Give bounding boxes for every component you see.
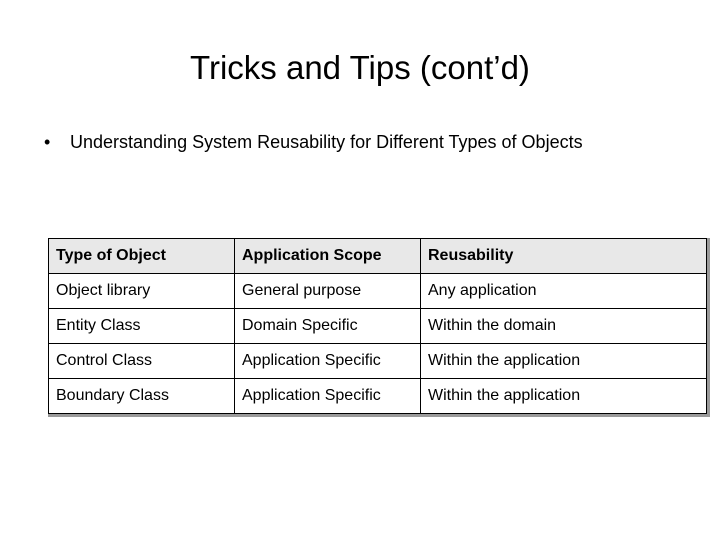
cell-reusability: Any application <box>421 274 707 309</box>
cell-application-scope: Application Specific <box>235 344 421 379</box>
table-header-row <box>49 239 707 274</box>
cell-application-scope: General purpose <box>235 274 421 309</box>
cell-type-of-object: Object library <box>49 274 235 309</box>
cell-application-scope: Domain Specific <box>235 309 421 344</box>
bullet-text: Understanding System Reusability for Different Types of Objects <box>70 132 583 152</box>
cell-type-of-object: Entity Class <box>49 309 235 344</box>
table-row <box>49 309 707 344</box>
header-reusability: Reusability <box>421 239 707 274</box>
bullet-marker: • <box>44 132 51 152</box>
cell-reusability: Within the application <box>421 379 707 414</box>
cell-application-scope: Application Specific <box>235 379 421 414</box>
cell-reusability: Within the domain <box>421 309 707 344</box>
table-row <box>49 344 707 379</box>
header-type-of-object: Type of Object <box>49 239 235 274</box>
table-row <box>49 379 707 414</box>
table-row <box>49 274 707 309</box>
cell-reusability: Within the application <box>421 344 707 379</box>
slide-title: Tricks and Tips (cont’d) <box>190 49 530 86</box>
reusability-table <box>48 238 707 414</box>
header-application-scope: Application Scope <box>235 239 421 274</box>
cell-type-of-object: Control Class <box>49 344 235 379</box>
bullet-item <box>44 130 583 154</box>
reusability-table-container <box>48 238 710 417</box>
cell-type-of-object: Boundary Class <box>49 379 235 414</box>
